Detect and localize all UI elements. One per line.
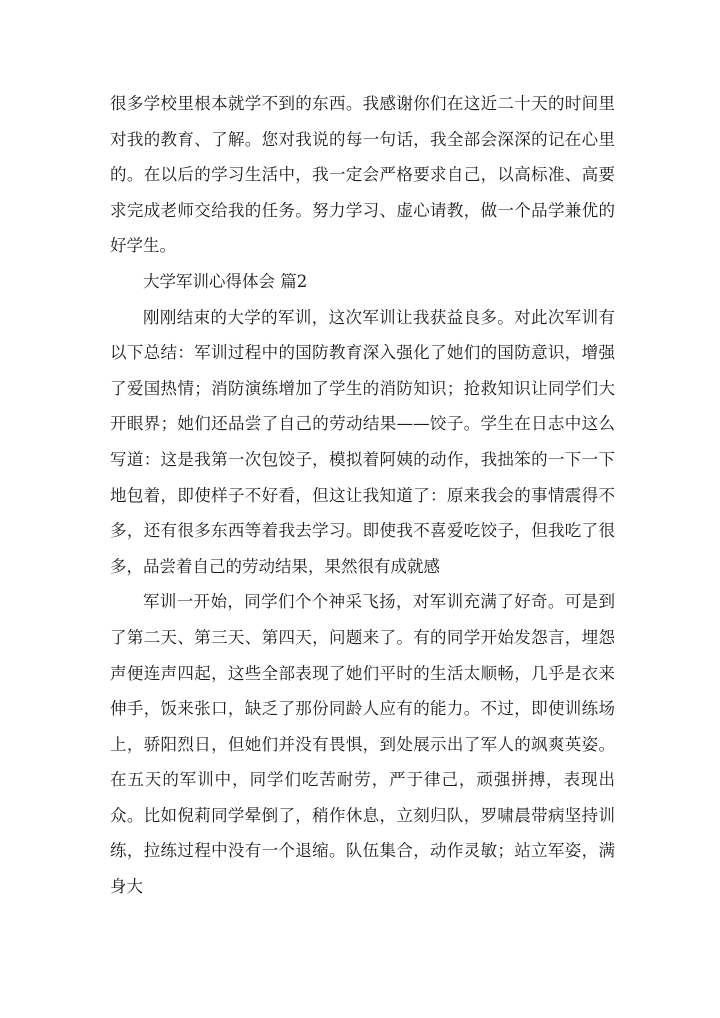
paragraph-intro-closing: 很多学校里根本就学不到的东西。我感谢你们在这近二十天的时间里对我的教育、了解。您对我说的每一句话，我全部会深深的记在心里的。在以后的学习生活中，我一定会严格要求自己，以高标准、高要求完成老师交给我的任务。努力学习、虚心请教，做一个品学兼优的好学生。	[110, 94, 615, 256]
paragraph-training-experience: 军训一开始，同学们个个神采飞扬，对军训充满了好奇。可是到了第二天、第三天、第四天，问题来了。有的同学开始发怨言，埋怨声便连声四起，这些全部表现了她们平时的生活太顺畅，几乎是衣来伸手，饭来张口，缺乏了那份同龄人应有的能力。不过，即使训练场上，骄阳烈日，但她们并没有畏惧，到处展示出了军人的飒爽英姿。在五天的军训中，同学们吃苦耐劳，严于律己，顽强拼搏，表现出众。比如倪莉同学晕倒了，稍作休息，立刻归队，罗啸晨带病坚持训练，拉练过程中没有一个退缩。队伍集合，动作灵敏；站立军姿，满身大	[110, 592, 615, 897]
section-heading: 大学军训心得体会 篇2	[143, 271, 308, 291]
paragraph-summary: 刚刚结束的大学的军训，这次军训让我获益良多。对此次军训有以下总结：军训过程中的国防教育深入强化了她们的国防意识，增强了爱国热情；消防演练增加了学生的消防知识；抢救知识让同学们大开眼界；她们还品尝了自己的劳动结果——饺子。学生在日志中这么写道：这是我第一次包饺子，模拟着阿姨的动作，我拙笨的一下一下地包着，即使样子不好看，但这让我知道了：原来我会的事情震得不多，还有很多东西等着我去学习。即使我不喜爱吃饺子，但我吃了很多，品尝着自己的劳动结果，果然很有成就感	[110, 307, 615, 576]
document-body	[110, 86, 615, 905]
